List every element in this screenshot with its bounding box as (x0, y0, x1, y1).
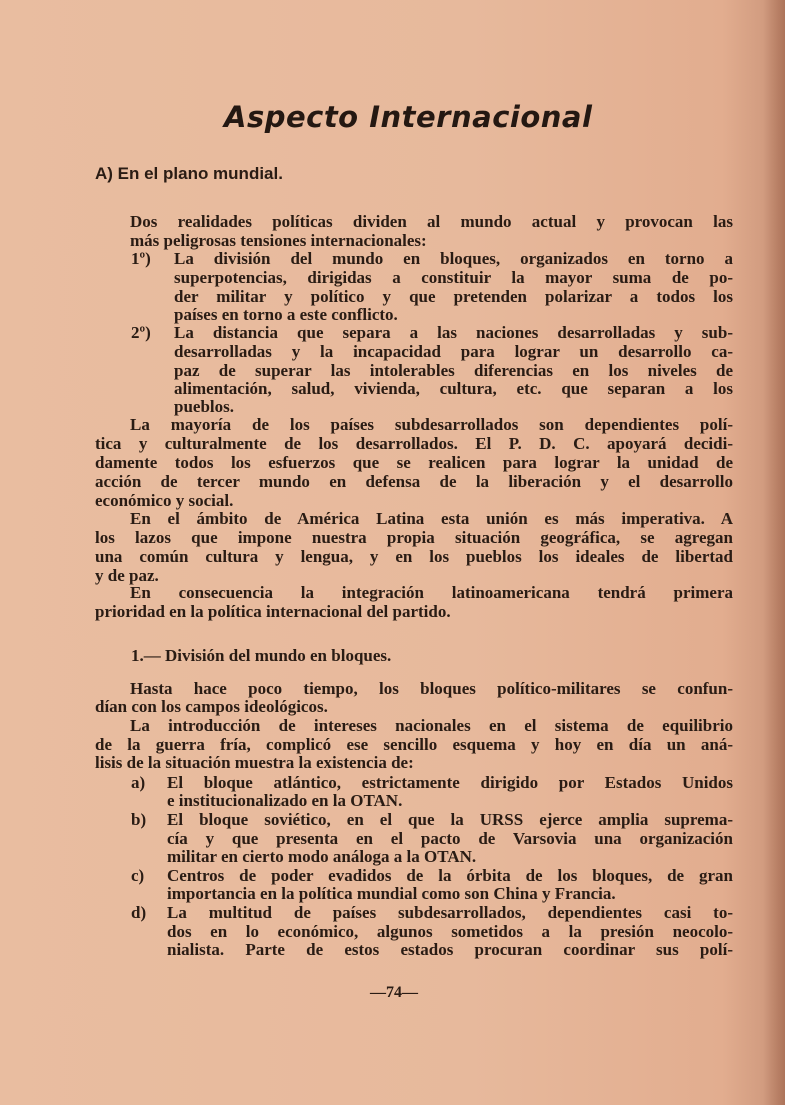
text-line: Dos realidades políticas dividen al mundo actual y provocan las (130, 212, 733, 231)
text-line: En el ámbito de América Latina esta unión es más imperativa. A (130, 509, 733, 528)
text-line: nialista. Parte de estos estados procuran coordinar sus polí- (167, 940, 733, 959)
text-line: La introducción de intereses nacionales en el sistema de equilibrio (130, 716, 733, 735)
text-line: Centros de poder evadidos de la órbita de los bloques, de gran (167, 866, 733, 885)
text-line: tica y culturalmente de los desarrollados. El P. D. C. apoyará decidi- (95, 434, 733, 453)
text-line: damente todos los esfuerzos que se realicen para lograr la unidad de (95, 453, 733, 472)
text-line: e institucionalizado en la OTAN. (167, 791, 403, 810)
list-marker: 2º) (131, 323, 151, 342)
text-line: militar en cierto modo análoga a la OTAN. (167, 847, 477, 866)
text-line: lisis de la situación muestra la existencia de: (95, 753, 414, 772)
text-line: paz de superar las intolerables diferencias en los niveles de (174, 361, 733, 380)
text-line: prioridad en la política internacional del partido. (95, 602, 451, 621)
page-edge-shadow (763, 0, 785, 1105)
list-marker: b) (131, 810, 147, 829)
list-marker: 1º) (131, 249, 151, 268)
text-line: La multitud de países subdesarrollados, dependientes casi to- (167, 903, 733, 922)
text-line: dos en lo económico, algunos sometidos a la presión neocolo- (167, 922, 733, 941)
text-line: En consecuencia la integración latinoamericana tendrá primera (130, 583, 733, 602)
text-line: importancia en la política mundial como son China y Francia. (167, 884, 616, 903)
list-marker: c) (131, 866, 145, 885)
text-line: dían con los campos ideológicos. (95, 697, 328, 716)
text-line: La distancia que separa a las naciones desarrolladas y sub- (174, 323, 733, 342)
text-line: El bloque soviético, en el que la URSS ejerce amplia suprema- (167, 810, 733, 829)
text-line: desarrolladas y la incapacidad para lograr un desarrollo ca- (174, 342, 733, 361)
text-line: pueblos. (174, 397, 234, 416)
text-line: económico y social. (95, 491, 234, 510)
list-marker: a) (131, 773, 146, 792)
section-heading-1: 1.— División del mundo en bloques. (131, 646, 392, 665)
text-line: der militar y político y que pretenden polarizar a todos los (174, 287, 733, 306)
text-line: El bloque atlántico, estrictamente dirigido por Estados Unidos (167, 773, 733, 792)
text-line: los lazos que impone nuestra propia situación geográfica, se agregan (95, 528, 733, 547)
text-line: cía y que presenta en el pacto de Varsovia una organización (167, 829, 733, 848)
text-line: más peligrosas tensiones internacionales: (130, 231, 427, 250)
text-line: y de paz. (95, 566, 159, 585)
text-line: acción de tercer mundo en defensa de la liberación y el desarrollo (95, 472, 733, 491)
text-line: alimentación, salud, vivienda, cultura, etc. que separan a los (174, 379, 733, 398)
text-line: de la guerra fría, complicó ese sencillo esquema y hoy en día un aná- (95, 735, 733, 754)
text-line: países en torno a este conflicto. (174, 305, 398, 324)
text-line: una común cultura y lengua, y en los pueblos los ideales de libertad (95, 547, 733, 566)
text-line: Hasta hace poco tiempo, los bloques político-militares se confun- (130, 679, 733, 698)
page-title: Aspecto Internacional (224, 100, 593, 134)
text-line: La mayoría de los países subdesarrollados son dependientes polí- (130, 415, 733, 434)
text-line: superpotencias, dirigidas a constituir la mayor suma de po- (174, 268, 733, 287)
section-heading-a: A) En el plano mundial. (95, 164, 283, 183)
list-marker: d) (131, 903, 147, 922)
page-number: —74— (370, 984, 418, 1001)
text-line: La división del mundo en bloques, organizados en torno a (174, 249, 733, 268)
